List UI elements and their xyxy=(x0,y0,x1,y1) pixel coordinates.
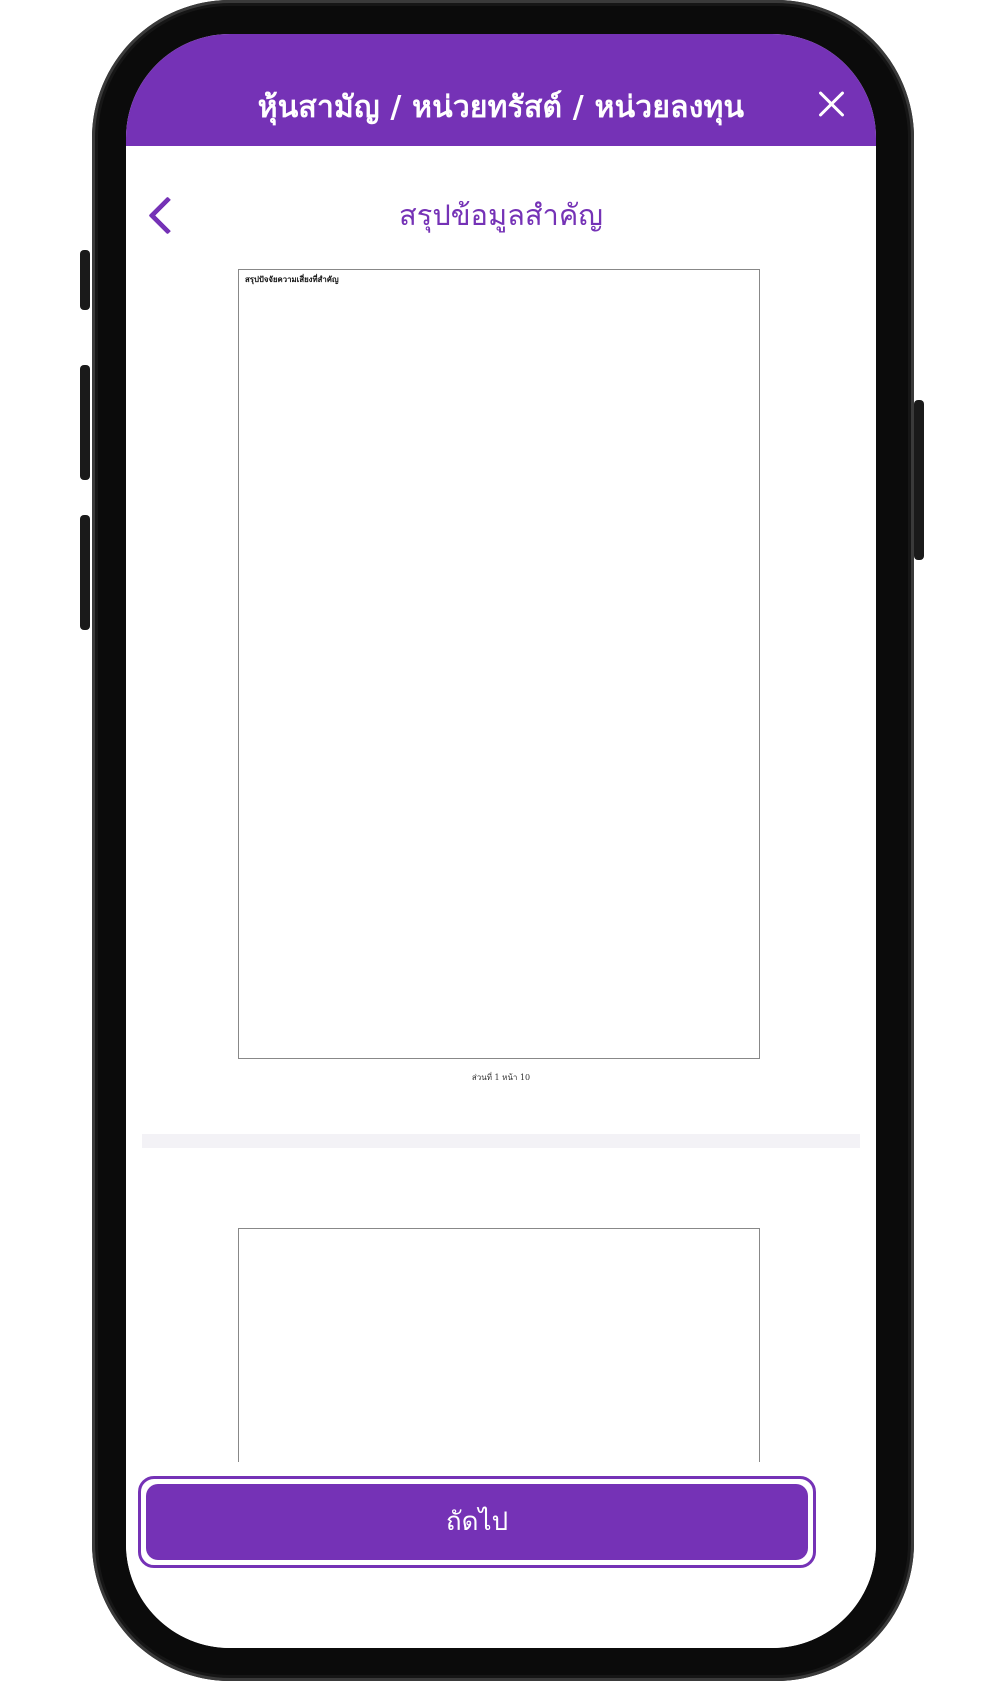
phone-side-button-silent xyxy=(80,250,90,310)
page-title: สรุปข้อมูลสำคัญ xyxy=(399,198,603,232)
close-icon[interactable] xyxy=(816,89,846,119)
phone-side-button-power xyxy=(914,400,924,560)
document-content-box xyxy=(238,269,760,1059)
header-title: หุ้นสามัญ / หน่วยทรัสต์ / หน่วยลงทุน xyxy=(257,90,745,125)
document-content-box xyxy=(238,1228,760,1462)
bottom-bar xyxy=(126,1462,876,1648)
phone-side-button-volume-down xyxy=(80,515,90,630)
document-heading: สรุปปัจจัยความเสี่ยงที่สำคัญ xyxy=(245,275,339,284)
document-page-1 xyxy=(142,248,860,1134)
page-number: ส่วนที่ 1 หน้า 10 xyxy=(471,1073,531,1082)
sub-header xyxy=(126,146,876,256)
next-button-label: ถัดไป xyxy=(146,1484,808,1560)
phone-side-button-volume-up xyxy=(80,365,90,480)
app-header xyxy=(126,34,876,146)
document-page-2 xyxy=(142,1148,860,1462)
next-button[interactable] xyxy=(138,1476,816,1568)
document-viewer[interactable] xyxy=(126,248,876,1462)
app-screen xyxy=(126,34,876,1648)
